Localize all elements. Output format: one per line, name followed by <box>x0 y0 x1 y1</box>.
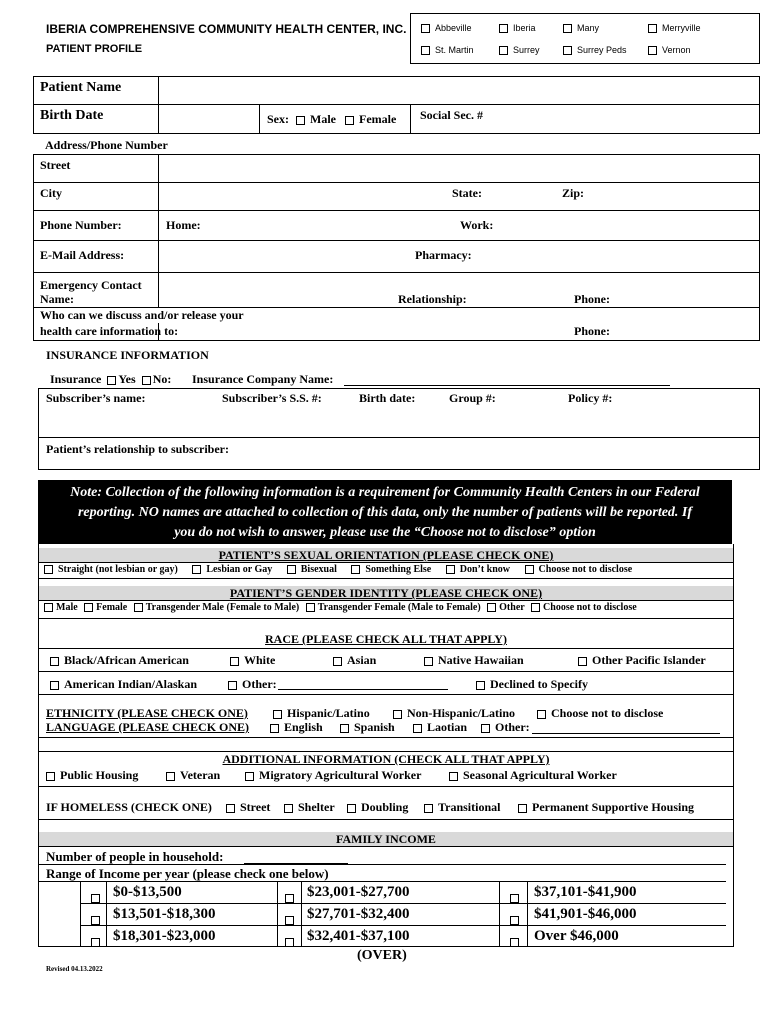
checkbox[interactable] <box>347 804 356 813</box>
checkbox[interactable] <box>287 565 296 574</box>
option-not-disclose[interactable]: Choose not to disclose <box>538 564 633 575</box>
income-checkbox-5[interactable] <box>510 911 524 929</box>
option-trans-female[interactable]: Transgender Female (Male to Female) <box>317 602 481 613</box>
ethnicity-title: ETHNICITY (PLEASE CHECK ONE) <box>46 706 248 720</box>
checkbox[interactable] <box>306 603 315 612</box>
checkbox[interactable] <box>449 772 458 781</box>
homeless-permanent[interactable]: Permanent Supportive Housing <box>518 800 694 815</box>
location-box <box>410 13 760 64</box>
work-phone-label: Work: <box>460 218 494 232</box>
homeless-title: IF HOMELESS (CHECK ONE) <box>46 800 212 814</box>
checkbox[interactable] <box>578 657 587 666</box>
checkbox[interactable] <box>44 603 53 612</box>
income-range-4: $27,701-$32,400 <box>307 906 410 922</box>
additional-veteran[interactable]: Veteran <box>166 768 220 783</box>
checkbox[interactable] <box>563 24 572 33</box>
checkbox[interactable] <box>413 724 422 733</box>
checkbox[interactable] <box>499 24 508 33</box>
additional-seasonal[interactable]: Seasonal Agricultural Worker <box>449 768 617 783</box>
checkbox[interactable] <box>50 681 59 690</box>
release-phone-label: Phone: <box>574 324 610 338</box>
street-field[interactable] <box>160 156 756 180</box>
checkbox[interactable] <box>228 681 237 690</box>
revised-date: Revised 04.13.2022 <box>46 965 103 973</box>
checkbox[interactable] <box>44 565 53 574</box>
checkbox[interactable] <box>563 46 572 55</box>
relationship-to-subscriber-label: Patient’s relationship to subscriber: <box>46 442 229 456</box>
race-other-field[interactable] <box>278 677 448 690</box>
checkbox[interactable] <box>285 916 294 925</box>
over-label: (OVER) <box>357 948 407 963</box>
insurance-label: Insurance <box>50 372 102 386</box>
checkbox[interactable] <box>50 657 59 666</box>
checkbox[interactable] <box>230 657 239 666</box>
location-vernon[interactable]: Vernon <box>648 45 691 55</box>
emergency-phone-label: Phone: <box>574 292 610 306</box>
location-abbeville[interactable]: Abbeville <box>421 23 472 33</box>
ethnicity-non-hispanic[interactable]: Non-Hispanic/Latino <box>393 706 515 721</box>
pharmacy-label: Pharmacy: <box>415 248 472 262</box>
insurance-no-checkbox[interactable] <box>142 376 151 385</box>
language-other-field[interactable] <box>532 720 720 734</box>
female-checkbox[interactable] <box>345 116 354 125</box>
income-range-7: $32,401-$37,100 <box>307 928 410 944</box>
release-label-1: Who can we discuss and/or release your <box>40 308 244 322</box>
checkbox[interactable] <box>340 724 349 733</box>
location-merryville[interactable]: Merryville <box>648 23 701 33</box>
income-range-3: $13,501-$18,300 <box>113 906 216 922</box>
homeless-transitional[interactable]: Transitional <box>424 800 500 815</box>
insurance-company-field[interactable] <box>344 372 670 386</box>
option-lesbian-gay[interactable]: Lesbian or Gay <box>206 564 273 575</box>
emergency-label-2: Name: <box>40 292 74 306</box>
subscriber-ss-label: Subscriber’s S.S. #: <box>222 391 322 405</box>
checkbox[interactable] <box>192 565 201 574</box>
birth-date-label: Birth Date <box>40 108 104 123</box>
checkbox[interactable] <box>285 894 294 903</box>
ethnicity-hispanic[interactable]: Hispanic/Latino <box>273 706 370 721</box>
income-range-1: $23,001-$27,700 <box>307 884 410 900</box>
language-laotian[interactable]: Laotian <box>413 720 467 735</box>
option-male[interactable]: Male <box>56 602 78 613</box>
checkbox[interactable] <box>446 565 455 574</box>
insurance-yes-checkbox[interactable] <box>107 376 116 385</box>
note-line-1: Note: Collection of the following information is a requirement for Community Health Centers in our Federal <box>70 485 700 500</box>
income-checkbox-4[interactable] <box>285 911 299 929</box>
option-something-else[interactable]: Something Else <box>365 564 432 575</box>
checkbox[interactable] <box>91 916 100 925</box>
group-label: Group #: <box>449 391 496 405</box>
checkbox[interactable] <box>487 603 496 612</box>
homeless-doubling[interactable]: Doubling <box>347 800 408 815</box>
location-iberia[interactable]: Iberia <box>499 23 536 33</box>
race-pacific-islander[interactable]: Other Pacific Islander <box>578 653 706 668</box>
income-checkbox-8[interactable] <box>510 933 524 951</box>
street-label: Street <box>40 158 71 172</box>
income-checkbox-2[interactable] <box>510 889 524 907</box>
income-checkbox-7[interactable] <box>285 933 299 951</box>
female-label: Female <box>359 112 397 126</box>
location-st-martin[interactable]: St. Martin <box>421 45 474 55</box>
checkbox[interactable] <box>525 565 534 574</box>
address-section-label: Address/Phone Number <box>45 138 168 152</box>
checkbox[interactable] <box>424 804 433 813</box>
birth-date-field[interactable] <box>160 106 257 130</box>
org-name: IBERIA COMPREHENSIVE COMMUNITY HEALTH CENTER, INC. <box>46 22 407 36</box>
city-label: City <box>40 186 62 200</box>
additional-public-housing[interactable]: Public Housing <box>46 768 138 783</box>
language-other[interactable]: Other: <box>481 720 530 735</box>
income-title: FAMILY INCOME <box>39 832 733 846</box>
state-label: State: <box>452 186 482 200</box>
ethnicity-not-disclose[interactable]: Choose not to disclose <box>537 706 663 721</box>
male-label: Male <box>310 112 336 126</box>
note-line-3: you do not wish to answer, please use the “Choose not to disclose” option <box>174 525 596 540</box>
policy-label: Policy #: <box>568 391 613 405</box>
gender-options <box>44 602 637 613</box>
insurance-title: INSURANCE INFORMATION <box>46 348 209 362</box>
insurance-row <box>50 372 171 387</box>
checkbox[interactable] <box>518 804 527 813</box>
subscriber-name-label: Subscriber’s name: <box>46 391 146 405</box>
orientation-options <box>44 564 632 575</box>
male-checkbox[interactable] <box>296 116 305 125</box>
option-trans-male[interactable]: Transgender Male (Female to Male) <box>145 602 300 613</box>
insurance-company-label: Insurance Company Name: <box>192 372 334 386</box>
checkbox[interactable] <box>285 938 294 947</box>
home-phone-label: Home: <box>166 218 201 232</box>
income-checkbox-6[interactable] <box>91 933 105 951</box>
checkbox[interactable] <box>166 772 175 781</box>
income-checkbox-3[interactable] <box>91 911 105 929</box>
option-straight[interactable]: Straight (not lesbian or gay) <box>58 564 178 575</box>
household-field[interactable] <box>244 849 348 864</box>
checkbox[interactable] <box>531 603 540 612</box>
option-dont-know[interactable]: Don’t know <box>459 564 511 575</box>
checkbox[interactable] <box>333 657 342 666</box>
language-english[interactable]: English <box>270 720 323 735</box>
checkbox[interactable] <box>510 894 519 903</box>
income-range-2: $37,101-$41,900 <box>534 884 637 900</box>
patient-name-label: Patient Name <box>40 80 122 95</box>
release-label-2: health care information to: <box>40 324 179 338</box>
checkbox[interactable] <box>351 565 360 574</box>
note-line-2: reporting. NO names are attached to collection of this data, only the number of patients will be reported. If <box>77 505 693 520</box>
race-other[interactable]: Other: <box>228 677 277 692</box>
federal-note <box>38 483 732 543</box>
race-title: RACE (PLEASE CHECK ALL THAT APPLY) <box>265 632 507 646</box>
zip-label: Zip: <box>562 186 585 200</box>
income-range-5: $41,901-$46,000 <box>534 906 637 922</box>
location-many[interactable]: Many <box>563 23 599 33</box>
no-label: No: <box>152 372 172 386</box>
checkbox[interactable] <box>510 938 519 947</box>
checkbox[interactable] <box>424 657 433 666</box>
income-range-0: $0-$13,500 <box>113 884 182 900</box>
checkbox[interactable] <box>393 710 402 719</box>
race-american-indian[interactable]: American Indian/Alaskan <box>50 677 197 692</box>
race-black[interactable]: Black/African American <box>50 653 189 668</box>
location-surrey[interactable]: Surrey <box>499 45 540 55</box>
checkbox[interactable] <box>537 710 546 719</box>
checkbox[interactable] <box>499 46 508 55</box>
race-asian[interactable]: Asian <box>333 653 376 668</box>
race-declined[interactable]: Declined to Specify <box>476 677 588 692</box>
relationship-label: Relationship: <box>398 292 467 306</box>
checkbox[interactable] <box>134 603 143 612</box>
checkbox[interactable] <box>510 916 519 925</box>
income-range-8: Over $46,000 <box>534 928 619 944</box>
checkbox[interactable] <box>270 724 279 733</box>
option-female[interactable]: Female <box>96 602 128 613</box>
household-label: Number of people in household: <box>46 849 224 864</box>
subscriber-birth-label: Birth date: <box>359 391 416 405</box>
option-bisexual[interactable]: Bisexual <box>300 564 337 575</box>
language-spanish[interactable]: Spanish <box>340 720 395 735</box>
checkbox[interactable] <box>648 46 657 55</box>
race-native-hawaiian[interactable]: Native Hawaiian <box>424 653 524 668</box>
phone-number-label: Phone Number: <box>40 218 122 232</box>
income-checkbox-0[interactable] <box>91 889 105 907</box>
checkbox[interactable] <box>245 772 254 781</box>
checkbox[interactable] <box>481 724 490 733</box>
option-not-disclose[interactable]: Choose not to disclose <box>543 602 637 613</box>
form-title: PATIENT PROFILE <box>46 43 143 55</box>
income-range-6: $18,301-$23,000 <box>113 928 216 944</box>
option-other[interactable]: Other <box>499 602 525 613</box>
checkbox[interactable] <box>46 772 55 781</box>
homeless-shelter[interactable]: Shelter <box>284 800 335 815</box>
checkbox[interactable] <box>421 46 430 55</box>
checkbox[interactable] <box>84 603 93 612</box>
emergency-label-1: Emergency Contact <box>40 278 142 292</box>
homeless-street[interactable]: Street <box>226 800 270 815</box>
gender-title: PATIENT’S GENDER IDENTITY (PLEASE CHECK ONE) <box>39 586 733 600</box>
checkbox[interactable] <box>476 681 485 690</box>
federal-note-box <box>38 480 732 544</box>
income-checkbox-1[interactable] <box>285 889 299 907</box>
location-surrey-peds[interactable]: Surrey Peds <box>563 45 627 55</box>
email-label: E-Mail Address: <box>40 248 125 262</box>
additional-migratory[interactable]: Migratory Agricultural Worker <box>245 768 421 783</box>
orientation-title: PATIENT’S SEXUAL ORIENTATION (PLEASE CHECK ONE) <box>39 548 733 562</box>
checkbox[interactable] <box>648 24 657 33</box>
patient-name-field[interactable] <box>160 78 756 102</box>
sex-row <box>267 112 396 127</box>
language-title: LANGUAGE (PLEASE CHECK ONE) <box>46 720 250 734</box>
checkbox[interactable] <box>91 938 100 947</box>
yes-label: Yes <box>118 372 136 386</box>
checkbox[interactable] <box>284 804 293 813</box>
checkbox[interactable] <box>421 24 430 33</box>
checkbox[interactable] <box>91 894 100 903</box>
checkbox[interactable] <box>273 710 282 719</box>
sex-label: Sex: <box>267 112 289 126</box>
race-white[interactable]: White <box>230 653 275 668</box>
income-range-label: Range of Income per year (please check one below) <box>46 866 329 881</box>
ssn-label: Social Sec. # <box>420 108 483 122</box>
checkbox[interactable] <box>226 804 235 813</box>
additional-title: ADDITIONAL INFORMATION (CHECK ALL THAT APPLY) <box>222 752 550 766</box>
